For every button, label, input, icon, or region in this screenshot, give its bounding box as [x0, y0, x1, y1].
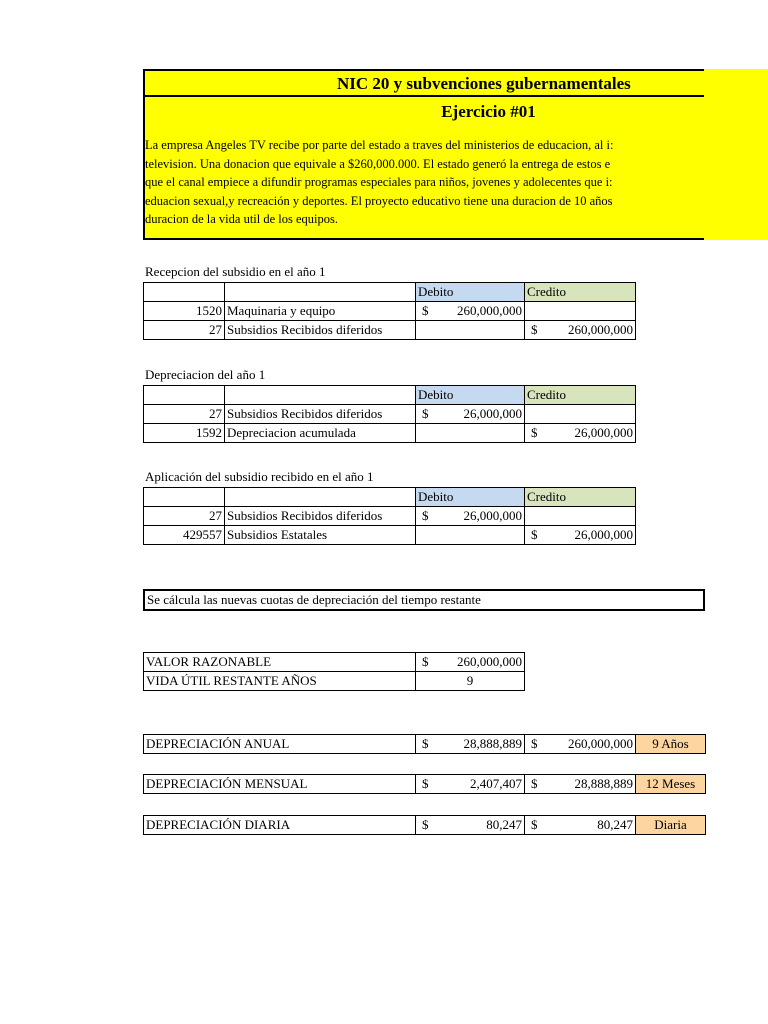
table-row — [144, 321, 636, 340]
journal-entry-table — [143, 385, 636, 443]
account-code: 27 — [144, 405, 225, 424]
journal-entry-table — [143, 282, 636, 340]
valuation-table — [143, 652, 525, 691]
entry-caption: Aplicación del subsidio recibido en el año 1 — [145, 469, 374, 484]
table-row — [144, 775, 706, 794]
fair-value-label: VALOR RAZONABLE — [144, 653, 416, 672]
journal-entry-table — [143, 487, 636, 545]
fair-value-cell: $ 260,000,000 — [416, 653, 525, 672]
credit-cell — [525, 405, 636, 424]
table-row — [144, 507, 636, 526]
debit-cell: $ 26,000,000 — [416, 507, 525, 526]
debit-header: Debito — [416, 386, 525, 405]
depreciation-label: DEPRECIACIÓN DIARIA — [144, 816, 416, 835]
depreciation-value: $ 2,407,407 — [416, 775, 525, 794]
debit-cell: $ 26,000,000 — [416, 405, 525, 424]
description-line: La empresa Angeles TV recibe por parte del estado a traves del ministerios de educacion, al i: — [145, 138, 614, 152]
account-name: Subsidios Estatales — [225, 526, 416, 545]
account-name: Subsidios Recibidos diferidos — [225, 507, 416, 526]
account-code: 27 — [144, 507, 225, 526]
page-title: NIC 20 y subvenciones gubernamentales — [143, 71, 704, 97]
account-code: 1520 — [144, 302, 225, 321]
credit-header: Credito — [525, 283, 636, 302]
exercise-description — [145, 136, 704, 229]
credit-cell: $ 26,000,000 — [525, 424, 636, 443]
account-name: Subsidios Recibidos diferidos — [225, 321, 416, 340]
depreciation-label: DEPRECIACIÓN MENSUAL — [144, 775, 416, 794]
calculation-note: Se cálcula las nuevas cuotas de depreciación del tiempo restante — [143, 589, 705, 611]
credit-cell — [525, 507, 636, 526]
depreciation-monthly-table — [143, 774, 706, 794]
debit-header: Debito — [416, 283, 525, 302]
table-row — [144, 405, 636, 424]
table-header-row — [144, 386, 636, 405]
debit-cell — [416, 424, 525, 443]
account-code: 1592 — [144, 424, 225, 443]
header-side-fill — [704, 69, 768, 240]
remaining-life-value: 9 — [416, 672, 525, 691]
remaining-life-label: VIDA ÚTIL RESTANTE AÑOS — [144, 672, 416, 691]
account-name: Maquinaria y equipo — [225, 302, 416, 321]
account-code: 429557 — [144, 526, 225, 545]
depreciation-value: $ 80,247 — [416, 816, 525, 835]
credit-header: Credito — [525, 488, 636, 507]
debit-cell — [416, 526, 525, 545]
description-line: que el canal empiece a difundir programas especiales para niños, jovenes y adolecentes que i: — [145, 175, 613, 189]
depreciation-unit: Diaria — [636, 816, 706, 835]
depreciation-unit: 9 Años — [636, 735, 706, 754]
depreciation-daily-table — [143, 815, 706, 835]
description-line: eduacion sexual,y recreación y deportes. El proyecto educativo tiene una duracion de 10 años — [145, 193, 613, 208]
depreciation-base: $ 260,000,000 — [525, 735, 636, 754]
credit-header: Credito — [525, 386, 636, 405]
debit-header: Debito — [416, 488, 525, 507]
depreciation-unit: 12 Meses — [636, 775, 706, 794]
table-header-row — [144, 283, 636, 302]
depreciation-label: DEPRECIACIÓN ANUAL — [144, 735, 416, 754]
credit-cell: $ 260,000,000 — [525, 321, 636, 340]
credit-cell: $ 26,000,000 — [525, 526, 636, 545]
table-row — [144, 424, 636, 443]
entry-caption: Recepcion del subsidio en el año 1 — [145, 264, 326, 279]
table-row — [144, 302, 636, 321]
depreciation-value: $ 28,888,889 — [416, 735, 525, 754]
depreciation-base: $ 28,888,889 — [525, 775, 636, 794]
table-row — [144, 653, 525, 672]
table-row — [144, 735, 706, 754]
account-name: Subsidios Recibidos diferidos — [225, 405, 416, 424]
debit-cell — [416, 321, 525, 340]
entry-caption: Depreciacion del año 1 — [145, 367, 266, 382]
account-code: 27 — [144, 321, 225, 340]
depreciation-base: $ 80,247 — [525, 816, 636, 835]
table-header-row — [144, 488, 636, 507]
table-row — [144, 816, 706, 835]
description-line: duracion de la vida util de los equipos. — [145, 212, 339, 226]
description-line: television. Una donacion que equivale a $260,000.000. El estado generó la entrega de estos e — [145, 156, 611, 171]
account-name: Depreciacion acumulada — [225, 424, 416, 443]
depreciation-annual-table — [143, 734, 706, 754]
credit-cell — [525, 302, 636, 321]
table-row — [144, 526, 636, 545]
debit-cell: $ 260,000,000 — [416, 302, 525, 321]
table-row — [144, 672, 525, 691]
exercise-title: Ejercicio #01 — [441, 102, 536, 121]
